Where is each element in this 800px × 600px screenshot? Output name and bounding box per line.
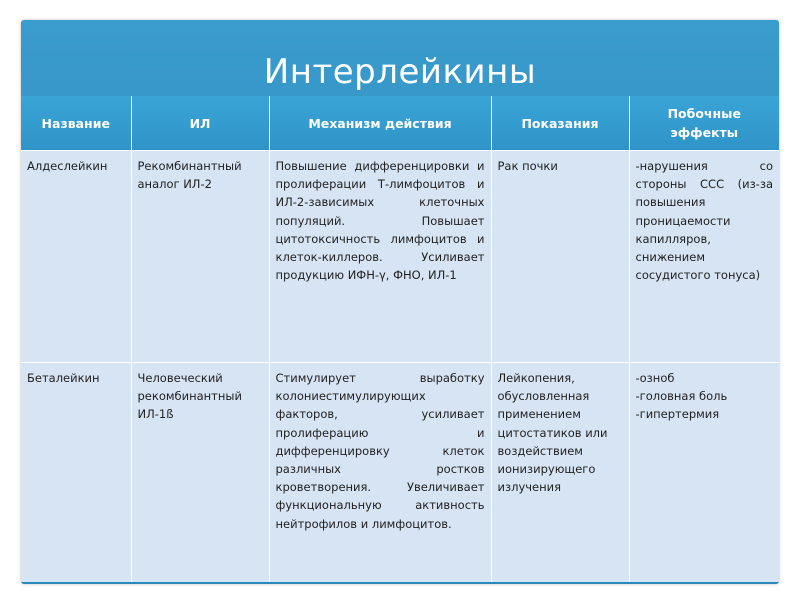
header-indications: Показания [491,96,629,151]
cell-side-effects [629,363,779,583]
header-il: ИЛ [131,96,269,151]
cell-side-effects: -нарушения со стороны ССС (из-за повышения проницаемости капилляров, снижением сосудистого тонуса) [629,151,779,363]
side-effect-line: -озноб [635,371,675,385]
side-effect-line: -головная боль [635,389,728,404]
cell-mechanism: Стимулирует выработку колониестимулирующих факторов, усиливает пролиферацию и дифференцировку клеток различных ростков кроветворения. Увеличивает функциональную активность нейтрофилов и лимфоцитов. [269,363,491,583]
cell-name: Беталейкин [21,363,131,583]
slide [21,20,779,584]
interleukins-table [21,96,779,582]
slide-title: Интерлейкины [263,52,537,92]
side-effect-line: -гипертермия [635,407,720,422]
cell-il: Рекомбинантный аналог ИЛ-2 [131,151,269,363]
table-header-row [21,96,779,151]
cell-indications: Лейкопения, обусловленная применением цитостатиков или воздействием ионизирующего излучения [491,363,629,583]
cell-indications: Рак почки [491,151,629,363]
cell-mechanism: Повышение дифференцировки и пролиферации Т-лимфоцитов и ИЛ-2-зависимых клеточных популяций. Повышает цитотоксичность лимфоцитов и клеток-киллеров. Усиливает продукцию ИФН-γ, ФНО, ИЛ-1 [269,151,491,363]
header-side-effects: Побочные эффекты [629,96,779,151]
cell-il: Человеческий рекомбинантный ИЛ-1ß [131,363,269,583]
cell-name: Алдеслейкин [21,151,131,363]
header-mechanism: Механизм действия [269,96,491,151]
header-name: Название [21,96,131,151]
table-row [21,151,779,363]
table-row [21,363,779,583]
